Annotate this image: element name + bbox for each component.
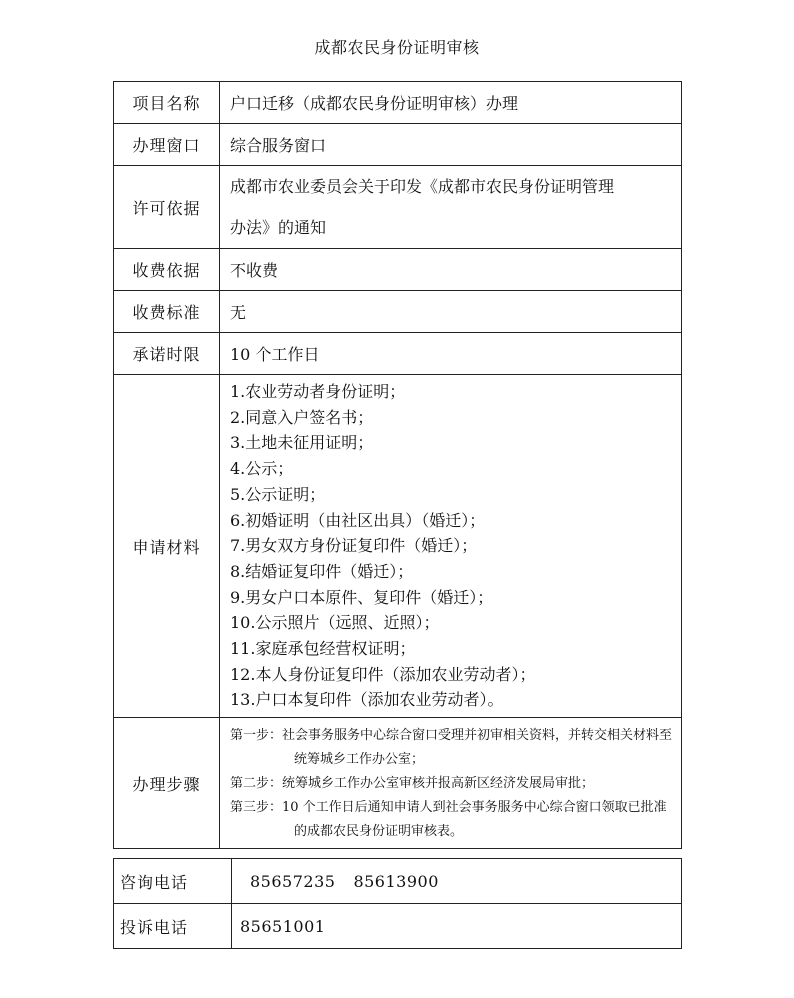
table-row [114, 375, 682, 718]
steps-label: 办理步骤 [114, 718, 220, 849]
step-item: 第三步：10 个工作日后通知申请人到社会事务服务中心综合窗口领取已批准的成都农民身份证明审核表。 [230, 800, 667, 840]
table-row [114, 291, 682, 333]
fee-standard-label: 收费标准 [114, 291, 220, 333]
materials-list [220, 375, 682, 718]
fee-basis-value: 不收费 [220, 249, 682, 291]
window-value: 综合服务窗口 [220, 124, 682, 166]
list-item: 1.农业劳动者身份证明； [230, 382, 406, 401]
permit-basis-value [220, 166, 682, 249]
consult-phone-label: 咨询电话 [114, 859, 232, 904]
steps-list [220, 718, 682, 849]
table-row [114, 82, 682, 124]
list-item: 9.男女户口本原件、复印件（婚迁）； [230, 587, 494, 607]
table-row [114, 718, 682, 849]
list-item: 4.公示； [230, 459, 294, 479]
project-name-value: 户口迁移（成都农民身份证明审核）办理 [220, 82, 682, 124]
contact-table [113, 858, 682, 949]
consult-phone-1: 85657235 [250, 871, 336, 891]
fee-standard-value: 无 [220, 291, 682, 333]
complaint-phone-label: 投诉电话 [114, 904, 232, 949]
table-row [114, 904, 682, 949]
consult-phone-2: 85613900 [353, 871, 439, 891]
table-row [114, 859, 682, 904]
list-item: 2.同意入户签名书； [230, 407, 374, 427]
list-item: 6.初婚证明（由社区出具）（婚迁）； [230, 510, 486, 530]
step-item: 第二步：统筹城乡工作办公室审核并报高新区经济发展局审批； [230, 776, 595, 792]
permit-basis-line: 办法》的通知 [230, 218, 327, 237]
list-item: 7.男女双方身份证复印件（婚迁）； [230, 536, 478, 556]
list-item: 13.户口本复印件（添加农业劳动者）。 [230, 690, 504, 710]
list-item: 11.家庭承包经营权证明； [230, 639, 416, 659]
table-row [114, 124, 682, 166]
list-item: 5.公示证明； [230, 484, 326, 504]
list-item: 10.公示照片（远照、近照）； [230, 613, 440, 633]
fee-basis-label: 收费依据 [114, 249, 220, 291]
window-label: 办理窗口 [114, 124, 220, 166]
list-item: 12.本人身份证复印件（添加农业劳动者）； [230, 664, 536, 684]
project-name-label: 项目名称 [114, 82, 220, 124]
materials-label: 申请材料 [114, 375, 220, 718]
table-row [114, 166, 682, 249]
info-table [113, 81, 682, 849]
time-limit-label: 承诺时限 [114, 333, 220, 375]
permit-basis-label: 许可依据 [114, 166, 220, 249]
step-item: 第一步：社会事务服务中心综合窗口受理并初审相关资料，并转交相关材料至统筹城乡工作办公室； [230, 728, 673, 768]
page-title: 成都农民身份证明审核 [314, 38, 480, 57]
time-limit-value: 10 个工作日 [220, 333, 682, 375]
complaint-phone-value: 85651001 [232, 904, 682, 949]
consult-phone-value [232, 859, 682, 904]
permit-basis-line: 成都市农业委员会关于印发《成都市农民身份证明管理 [230, 177, 615, 196]
table-row [114, 333, 682, 375]
list-item: 8.结婚证复印件（婚迁）； [230, 561, 414, 581]
table-row [114, 249, 682, 291]
list-item: 3.土地未征用证明； [230, 433, 374, 453]
